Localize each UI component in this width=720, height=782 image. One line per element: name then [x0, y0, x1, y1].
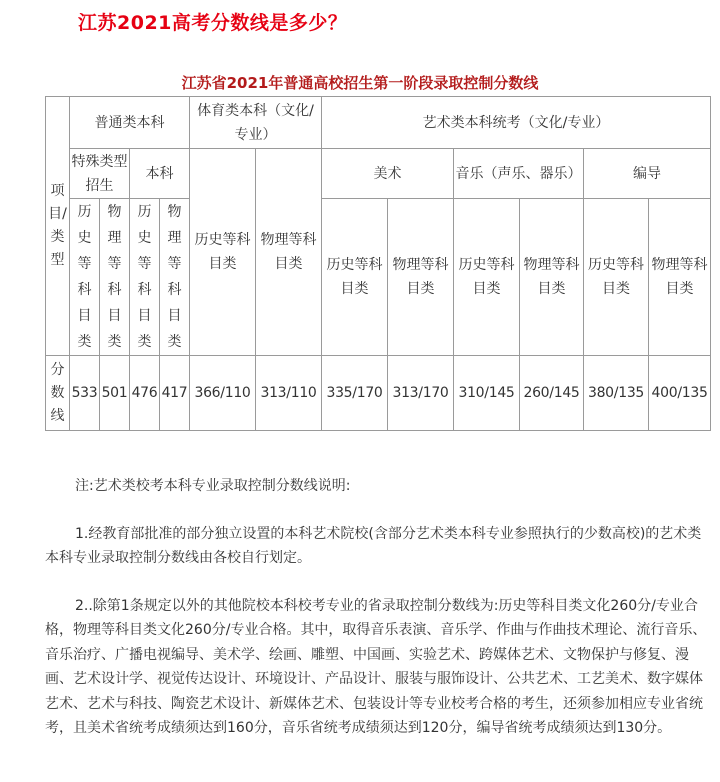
score-cell: 400/135 — [649, 356, 711, 431]
score-cell: 313/170 — [388, 356, 454, 431]
header-benke-wuli: 物理等科目类 — [160, 199, 190, 356]
header-biandao-wuli: 物理等科目类 — [649, 199, 711, 356]
score-cell: 335/170 — [322, 356, 388, 431]
score-cell: 313/110 — [256, 356, 322, 431]
header-benke-lishi: 历史等科目类 — [130, 199, 160, 356]
header-tiyu-lishi: 历史等科目类 — [190, 149, 256, 356]
score-cell: 366/110 — [190, 356, 256, 431]
notes-heading: 注:艺术类校考本科专业录取控制分数线说明: — [75, 478, 351, 494]
notes-item-2: 2..除第1条规定以外的其他院校本科校考专业的省录取控制分数线为:历史等科目类文化260分/专业合格，物理等科目类文化260分/专业合格。其中，取得音乐表演、音乐学、作曲与作曲技术理论、流行音乐、音乐治疗、广播电视编导、美术学、绘画、雕塑、中国画、实验艺术、跨媒体艺术、文物保护与修复、漫画、艺术设计学、视觉传达设计、环境设计、产品设计、服装与服饰设计、公共艺术、工艺美术、数字媒体艺术、艺术与科技、陶瓷艺术设计、新媒体艺术、包装设计等专业校考合格的考生，还须参加相应专业省统考，且美术省统考成绩须达到160分，音乐省统考成绩须达到120分，编导省统考成绩须达到130分。 — [45, 597, 707, 736]
header-putong: 普通类本科 — [70, 97, 190, 149]
header-meishu-wuli: 物理等科目类 — [388, 199, 454, 356]
header-biandao: 编导 — [584, 149, 711, 199]
notes-section — [45, 474, 710, 741]
header-teshu: 特殊类型招生 — [70, 149, 130, 199]
header-yishu: 艺术类本科统考（文化/专业） — [322, 97, 711, 149]
header-tiyu-wuli: 物理等科目类 — [256, 149, 322, 356]
score-cell: 417 — [160, 356, 190, 431]
header-yinyue: 音乐（声乐、器乐） — [454, 149, 584, 199]
row-label-score: 分数线 — [46, 356, 70, 431]
header-yinyue-lishi: 历史等科目类 — [454, 199, 520, 356]
score-cell: 380/135 — [584, 356, 649, 431]
header-project-type: 项目/类型 — [46, 97, 70, 356]
header-yinyue-wuli: 物理等科目类 — [520, 199, 584, 356]
score-table — [45, 96, 711, 431]
table-caption: 江苏省2021年普通高校招生第一阶段录取控制分数线 — [181, 74, 539, 92]
header-biandao-lishi: 历史等科目类 — [584, 199, 649, 356]
score-cell: 533 — [70, 356, 100, 431]
score-cell: 260/145 — [520, 356, 584, 431]
notes-item-1: 1.经教育部批准的部分独立设置的本科艺术院校(含部分艺术类本科专业参照执行的少数高校)的艺术类本科专业录取控制分数线由各校自行划定。 — [45, 525, 702, 566]
header-meishu: 美术 — [322, 149, 454, 199]
header-benke: 本科 — [130, 149, 190, 199]
header-teshu-lishi: 历史等科目类 — [70, 199, 100, 356]
page-title: 江苏2021高考分数线是多少？ — [78, 12, 348, 34]
score-cell: 501 — [100, 356, 130, 431]
header-teshu-wuli: 物理等科目类 — [100, 199, 130, 356]
score-cell: 310/145 — [454, 356, 520, 431]
score-cell: 476 — [130, 356, 160, 431]
header-meishu-lishi: 历史等科目类 — [322, 199, 388, 356]
header-tiyu: 体育类本科（文化/专业） — [190, 97, 322, 149]
